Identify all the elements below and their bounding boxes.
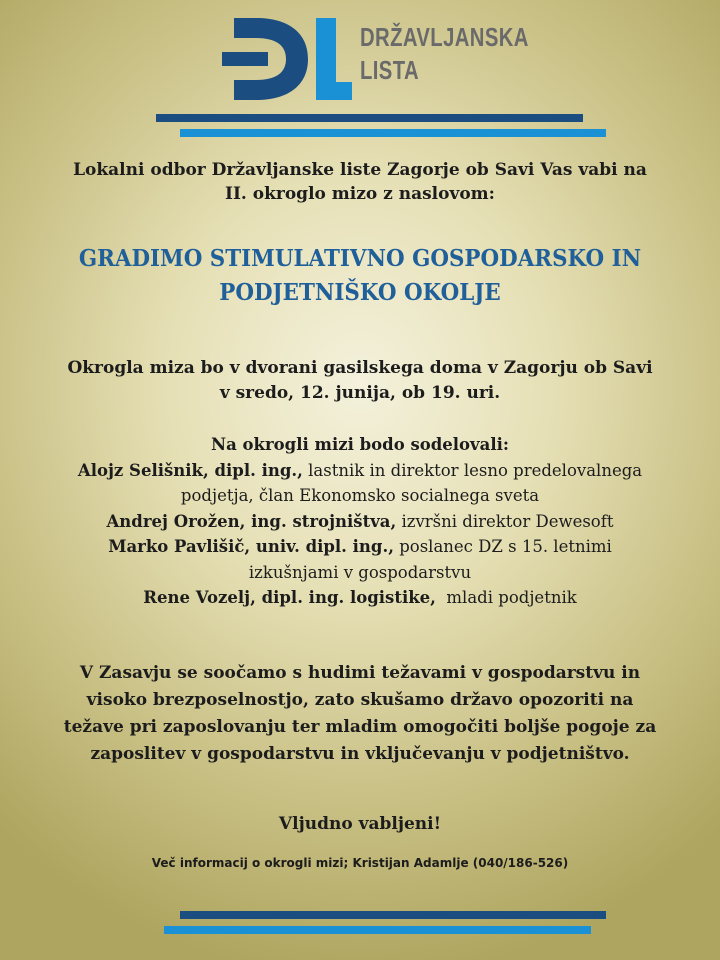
bottom-divider-light: [164, 926, 591, 934]
appeal-line-1: V Zasavju se soočamo s hudimi težavami v gospodarstvu in: [79, 663, 641, 683]
date-time-line: v sredo, 12. junija, ob 19. uri.: [219, 383, 501, 403]
participants-heading: Na okrogli mizi bodo sodelovali:: [211, 435, 509, 454]
title-line-2: PODJETNIŠKO OKOLJE: [219, 279, 501, 306]
participant-1: [0, 458, 720, 484]
participant-1-role: lastnik in direktor lesno predelovalnega: [302, 460, 643, 480]
appeal-line-3: težave pri zaposlovanju ter mladim omogočiti boljše pogoje za: [63, 717, 657, 737]
dl-logo-mark: [222, 18, 352, 102]
participant-2: [0, 509, 720, 535]
appeal-paragraph: [0, 660, 720, 768]
logo-text-line1: DRŽAVLJANSKA: [360, 22, 529, 52]
bottom-divider-dark: [180, 911, 606, 919]
intro-line-1: Lokalni odbor Državljanske liste Zagorje ob Savi Vas vabi na: [73, 160, 647, 180]
participant-3-role: poslanec DZ s 15. letnimi: [393, 537, 612, 556]
top-divider-light: [180, 129, 606, 137]
participant-4-role: mladi podjetnik: [435, 588, 577, 607]
participant-3: [0, 534, 720, 560]
participant-4: [0, 585, 720, 611]
participant-4-name: Rene Vozelj, dipl. ing. logistike,: [143, 588, 436, 607]
participant-2-role: izvršni direktor Dewesoft: [396, 511, 614, 531]
event-location-time: [0, 356, 720, 406]
top-divider-dark: [156, 114, 583, 122]
appeal-line-4: zaposlitev v gospodarstvu in vključevanju v podjetništvo.: [90, 744, 630, 764]
party-logo: [222, 18, 529, 108]
invitation-intro: [0, 158, 720, 206]
location-line: Okrogla miza bo v dvorani gasilskega doma v Zagorju ob Savi: [67, 358, 653, 378]
appeal-line-2: visoko brezposelnostjo, zato skušamo državo opozoriti na: [86, 690, 634, 710]
closing-greeting: Vljudno vabljeni!: [278, 814, 442, 834]
intro-line-2: II. okroglo mizo z naslovom:: [225, 184, 495, 204]
title-line-1: GRADIMO STIMULATIVNO GOSPODARSKO IN: [78, 245, 642, 272]
participant-3-role-cont: izkušnjami v gospodarstvu: [248, 562, 472, 582]
logo-text-line2: LISTA: [360, 55, 420, 85]
participants-section: [0, 432, 720, 611]
event-title: [25, 242, 695, 310]
participant-1-name: Alojz Selišnik, dipl. ing.,: [77, 460, 303, 480]
participant-3-name: Marko Pavlišič, univ. dipl. ing.,: [108, 537, 394, 556]
participant-1-role-cont: podjetja, član Ekonomsko socialnega sveta: [180, 486, 540, 505]
participant-2-name: Andrej Orožen, ing. strojništva,: [106, 511, 397, 531]
contact-info: Več informacij o okrogli mizi; Kristijan Adamlje (040/186-526): [151, 856, 569, 870]
